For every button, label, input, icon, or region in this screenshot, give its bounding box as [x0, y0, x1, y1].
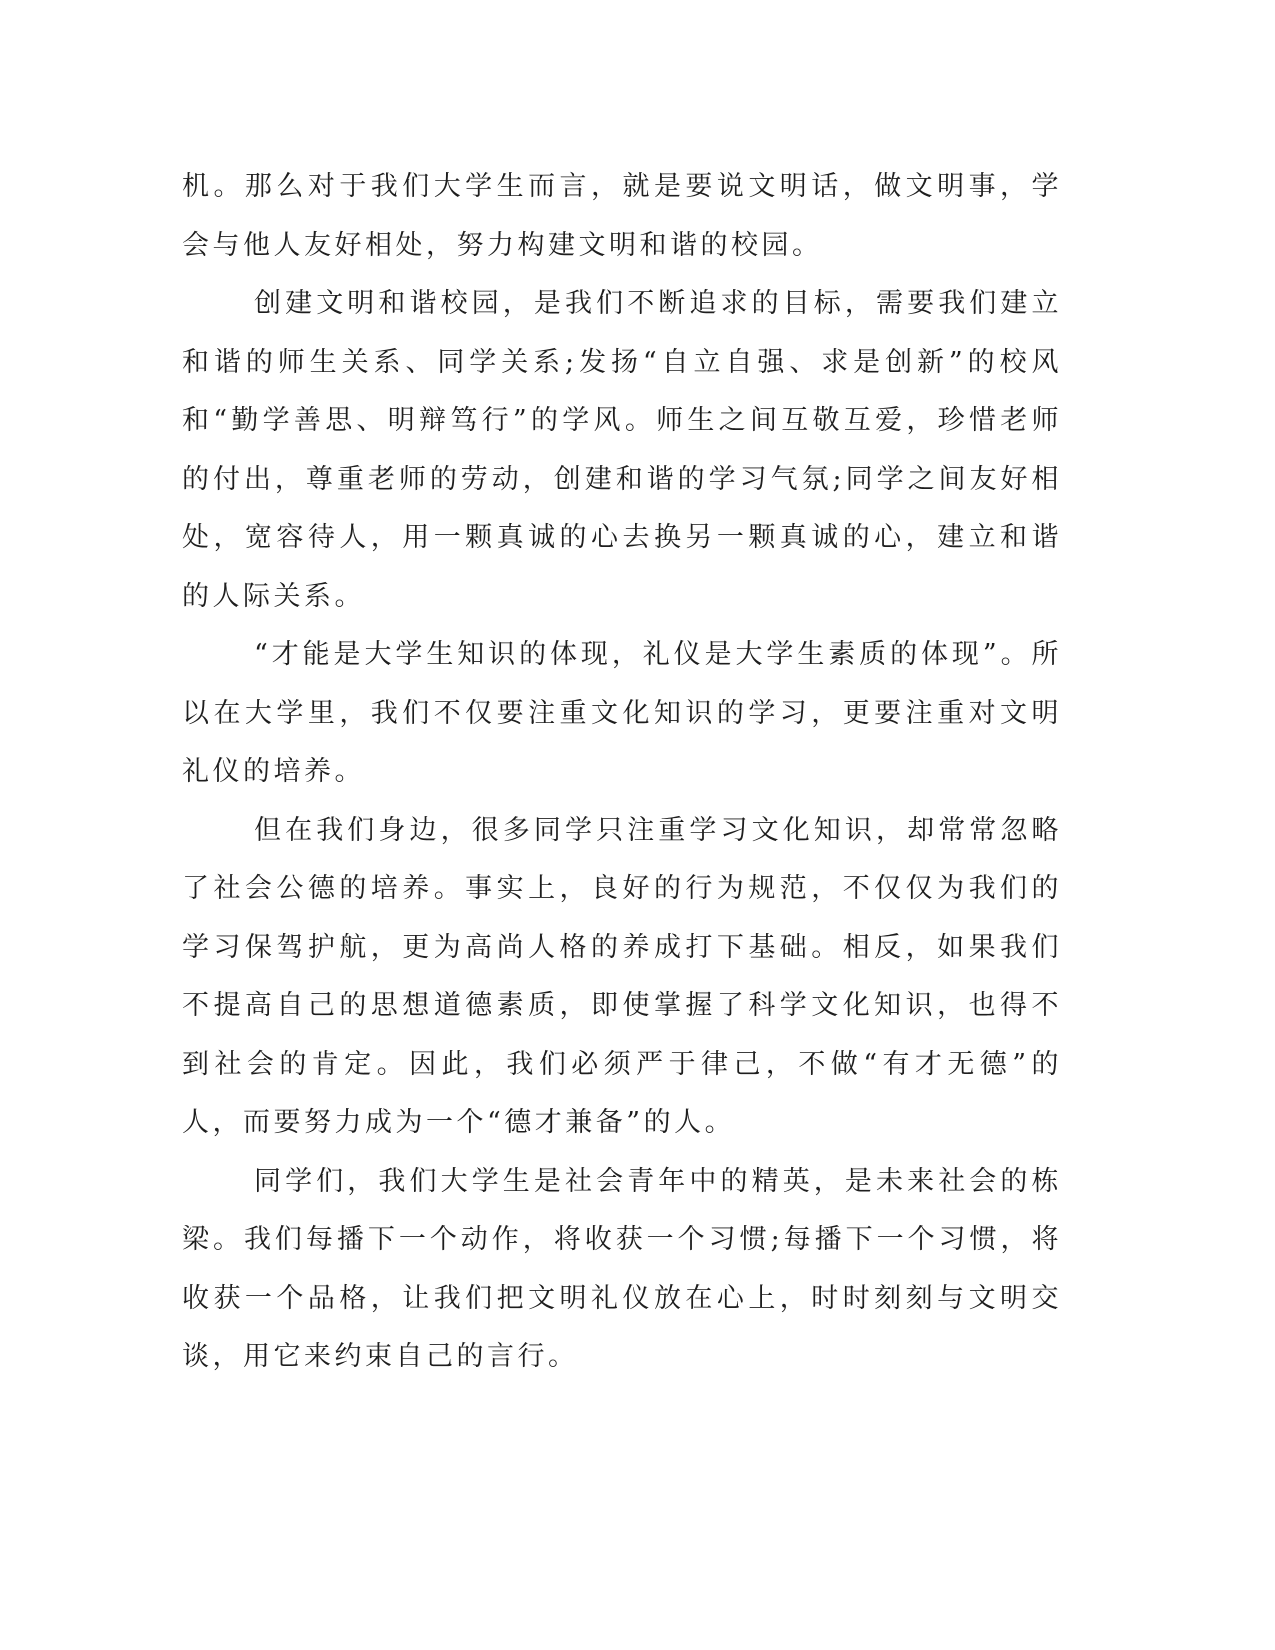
paragraph-2: 创建文明和谐校园，是我们不断追求的目标，需要我们建立和谐的师生关系、同学关系;发扬“自立自强、求是创新”的校风和“勤学善思、明辩笃行”的学风。师生之间互敬互爱，珍惜老师的付出，尊重老师的劳动，创建和谐的学习气氛;同学之间友好相处，宽容待人，用一颗真诚的心去换另一颗真诚的心，建立和谐的人际关系。 — [182, 288, 1062, 612]
paragraph-1: 机。那么对于我们大学生而言，就是要说文明话，做文明事，学会与他人友好相处，努力构建文明和谐的校园。 — [182, 171, 1062, 261]
paragraph-4: 但在我们身边，很多同学只注重学习文化知识，却常常忽略了社会公德的培养。事实上，良好的行为规范，不仅仅为我们的学习保驾护航，更为高尚人格的养成打下基础。相反，如果我们不提高自己的思想道德素质，即使掌握了科学文化知识，也得不到社会的肯定。因此，我们必须严于律己，不做“有才无德”的人，而要努力成为一个“德才兼备”的人。 — [182, 814, 1062, 1138]
document-body — [182, 158, 1062, 1387]
paragraph-5: 同学们，我们大学生是社会青年中的精英，是未来社会的栋梁。我们每播下一个动作，将收获一个习惯;每播下一个习惯，将收获一个品格，让我们把文明礼仪放在心上，时时刻刻与文明交谈，用它来约束自己的言行。 — [182, 1165, 1062, 1372]
paragraph-3: “才能是大学生知识的体现，礼仪是大学生素质的体现”。所以在大学里，我们不仅要注重文化知识的学习，更要注重对文明礼仪的培养。 — [182, 639, 1062, 787]
